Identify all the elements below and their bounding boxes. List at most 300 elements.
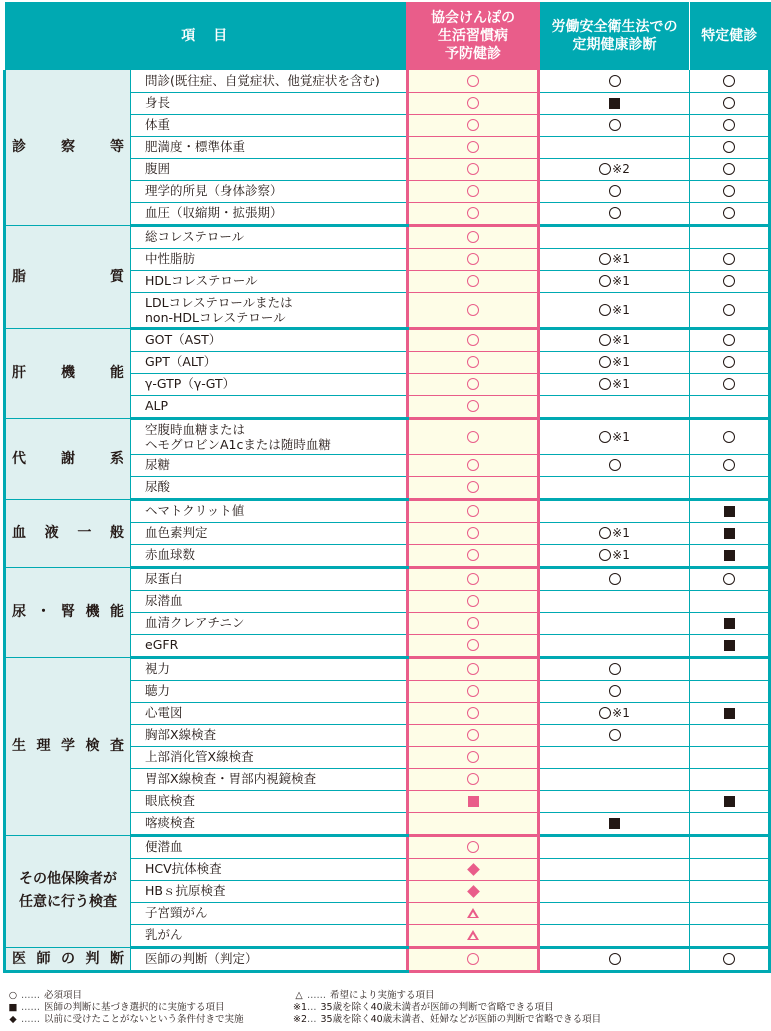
item-cell [131, 248, 408, 270]
square-icon [609, 98, 620, 109]
circle-icon [723, 275, 735, 287]
category-label-line: その他保険者が [19, 871, 117, 887]
roudou-cell [539, 499, 690, 522]
tokutei-cell [690, 702, 770, 724]
roudou-cell [539, 136, 690, 158]
category-cell [5, 418, 131, 499]
item-label: 喀痰検査 [145, 815, 196, 830]
circle-icon [467, 185, 479, 197]
roudou-cell [539, 590, 690, 612]
item-label: 眼底検査 [145, 793, 196, 808]
circle-icon [467, 431, 479, 443]
kyokai-cell [408, 702, 539, 724]
circle-icon [599, 707, 611, 719]
header-kyokai-line: 予防健診 [445, 46, 501, 62]
item-label: 血色素判定 [145, 525, 208, 540]
category-label [12, 739, 124, 753]
kyokai-cell [408, 180, 539, 202]
header-item: 項 目 [5, 2, 408, 70]
legend-leader-dots: …… [307, 990, 326, 1001]
item-label: LDLコレステロールまたは [145, 294, 293, 310]
category-char: 腎 [61, 604, 75, 620]
item-cell [131, 790, 408, 812]
item-label-line2: non-HDLコレステロール [145, 309, 286, 325]
item-cell [131, 499, 408, 522]
circle-icon [599, 431, 611, 443]
kyokai-cell [408, 858, 539, 880]
item-label: 中性脂肪 [145, 251, 196, 266]
item-label: 空腹時血糖または [145, 421, 246, 437]
category-char: 能 [110, 604, 124, 620]
circle-icon [467, 304, 479, 316]
kyokai-cell [408, 136, 539, 158]
circle-icon [599, 163, 611, 175]
legend-item [293, 990, 601, 1002]
kyokai-cell [408, 612, 539, 634]
tokutei-cell [690, 835, 770, 858]
roudou-cell [539, 248, 690, 270]
category-char: 一 [77, 525, 92, 541]
square-icon [468, 796, 479, 807]
category-label [12, 270, 124, 284]
circle-icon [723, 431, 735, 443]
circle-icon [609, 663, 621, 675]
legend-leader-dots: …… [21, 990, 40, 1001]
roudou-cell [539, 812, 690, 835]
legend-text: 希望により実施する項目 [330, 990, 435, 1001]
roudou-cell [539, 180, 690, 202]
category-char: 理 [36, 738, 51, 754]
legend-item [7, 1014, 244, 1026]
category-label [12, 526, 124, 540]
legend-symbol-icon: △ [295, 990, 303, 1001]
circle-icon [467, 97, 479, 109]
item-cell [131, 924, 408, 947]
item-cell [131, 835, 408, 858]
footnote-ref: ※2 [612, 162, 630, 176]
item-label-line2: ヘモグロビンA1cまたは随時血糖 [145, 436, 331, 452]
category-char: ・ [36, 604, 51, 620]
item-label: HDLコレステロール [145, 273, 258, 288]
square-icon [724, 528, 735, 539]
item-label: GPT（ALT） [145, 354, 217, 369]
circle-icon [467, 595, 479, 607]
item-cell [131, 373, 408, 395]
roudou-cell [539, 702, 690, 724]
legend-symbol-icon: ◆ [9, 1014, 17, 1025]
category-char: 脂 [12, 268, 26, 285]
category-label [12, 452, 124, 466]
tokutei-cell [690, 92, 770, 114]
roudou-cell [539, 225, 690, 248]
square-icon [724, 618, 735, 629]
category-char: 能 [110, 365, 124, 381]
circle-icon [723, 119, 735, 131]
category-char: 液 [44, 525, 59, 541]
roudou-cell [539, 657, 690, 680]
item-cell [131, 812, 408, 835]
kyokai-cell [408, 270, 539, 292]
tokutei-cell [690, 590, 770, 612]
tokutei-cell [690, 418, 770, 454]
circle-icon [599, 378, 611, 390]
circle-icon [723, 378, 735, 390]
circle-icon [723, 207, 735, 219]
legend-symbol-icon: ■ [8, 1002, 18, 1013]
item-cell [131, 858, 408, 880]
legend-item [293, 1002, 601, 1014]
category-label [12, 366, 124, 380]
tokutei-cell [690, 114, 770, 136]
roudou-cell [539, 680, 690, 702]
circle-icon [467, 334, 479, 346]
item-cell [131, 702, 408, 724]
circle-icon [467, 841, 479, 853]
category-char: 医 [12, 950, 26, 967]
square-icon [724, 796, 735, 807]
item-label: 子宮頸がん [145, 905, 208, 920]
item-cell [131, 158, 408, 180]
circle-icon [609, 953, 621, 965]
tokutei-cell [690, 328, 770, 351]
kyokai-cell [408, 395, 539, 418]
item-label: 乳がん [145, 927, 183, 942]
item-cell [131, 880, 408, 902]
circle-icon [467, 75, 479, 87]
circle-icon [599, 527, 611, 539]
circle-icon [723, 253, 735, 265]
tokutei-cell [690, 248, 770, 270]
circle-icon [599, 253, 611, 265]
item-cell [131, 724, 408, 746]
footnote-ref: ※1 [612, 355, 630, 369]
roudou-cell [539, 880, 690, 902]
kyokai-cell [408, 248, 539, 270]
kyokai-cell [408, 476, 539, 499]
roudou-cell [539, 835, 690, 858]
category-char: 等 [110, 139, 124, 156]
category-char: 肝 [12, 365, 26, 381]
roudou-cell [539, 292, 690, 328]
item-label: 胸部X線検査 [145, 727, 217, 742]
circle-icon [723, 141, 735, 153]
square-icon [724, 640, 735, 651]
kyokai-cell [408, 418, 539, 454]
category-char: 機 [61, 365, 75, 381]
roudou-cell [539, 947, 690, 971]
header-roudou-line: 定期健康診断 [572, 37, 657, 53]
tokutei-cell [690, 902, 770, 924]
circle-icon [609, 685, 621, 697]
tokutei-cell [690, 454, 770, 476]
roudou-cell [539, 858, 690, 880]
circle-icon [723, 97, 735, 109]
footnote-ref: ※1 [612, 252, 630, 266]
circle-icon [609, 207, 621, 219]
kyokai-cell [408, 590, 539, 612]
table-row [5, 225, 770, 248]
category-cell [5, 835, 131, 947]
kyokai-cell [408, 373, 539, 395]
item-cell [131, 395, 408, 418]
circle-icon [599, 356, 611, 368]
item-cell [131, 590, 408, 612]
roudou-cell [539, 328, 690, 351]
table-row [5, 657, 770, 680]
item-cell [131, 351, 408, 373]
kyokai-cell [408, 499, 539, 522]
tokutei-cell [690, 499, 770, 522]
kyokai-cell [408, 225, 539, 248]
circle-icon [467, 527, 479, 539]
category-cell [5, 499, 131, 567]
item-label: 肥満度・標準体重 [145, 139, 246, 154]
header-kyokai-line: 生活習慣病 [438, 28, 508, 44]
legend-right-column [293, 990, 601, 1026]
kyokai-cell [408, 328, 539, 351]
square-icon [724, 708, 735, 719]
roudou-cell [539, 202, 690, 225]
roudou-cell [539, 634, 690, 657]
category-label [12, 952, 124, 966]
tokutei-cell [690, 373, 770, 395]
legend-leader-dots: …… [21, 1014, 40, 1025]
circle-icon [723, 953, 735, 965]
circle-icon [467, 356, 479, 368]
roudou-cell [539, 395, 690, 418]
category-char: 師 [36, 950, 51, 967]
item-label: HBｓ抗原検査 [145, 883, 226, 898]
roudou-cell [539, 454, 690, 476]
header-roudou-anzen [539, 2, 690, 70]
header-kyokai-line: 協会けんぽの [431, 10, 515, 26]
tokutei-cell [690, 947, 770, 971]
kyokai-cell [408, 92, 539, 114]
circle-icon [609, 119, 621, 131]
roudou-cell [539, 790, 690, 812]
item-cell [131, 328, 408, 351]
roudou-cell [539, 70, 690, 92]
item-cell [131, 947, 408, 971]
kyokai-cell [408, 924, 539, 947]
item-cell [131, 680, 408, 702]
item-label: 身長 [145, 95, 171, 110]
roudou-cell [539, 351, 690, 373]
footnote-ref: ※1 [612, 429, 630, 444]
circle-icon [467, 400, 479, 412]
circle-icon [467, 231, 479, 243]
item-label: 医師の判断（判定） [145, 951, 258, 966]
circle-icon [467, 119, 479, 131]
category-char: 断 [110, 950, 124, 967]
category-cell [5, 70, 131, 225]
diamond-icon [467, 885, 480, 898]
square-icon [724, 506, 735, 517]
roudou-cell [539, 924, 690, 947]
footnote-ref: ※1 [612, 706, 630, 720]
legend-text: 35歳を除く40歳未満者が医師の判断で省略できる項目 [320, 1002, 554, 1013]
circle-icon [467, 573, 479, 585]
tokutei-cell [690, 522, 770, 544]
item-label: 腹囲 [145, 161, 171, 176]
category-cell [5, 567, 131, 657]
roudou-cell [539, 476, 690, 499]
roudou-cell [539, 544, 690, 567]
kyokai-cell [408, 351, 539, 373]
roudou-cell [539, 902, 690, 924]
circle-icon [723, 185, 735, 197]
table-row [5, 418, 770, 454]
circle-icon [467, 141, 479, 153]
tokutei-cell [690, 395, 770, 418]
table-body [5, 70, 770, 971]
item-cell [131, 657, 408, 680]
footnote-ref: ※1 [612, 526, 630, 540]
tokutei-cell [690, 202, 770, 225]
item-label: 問診(既往症、自覚症状、他覚症状を含む) [145, 72, 380, 88]
item-label: 尿糖 [145, 457, 171, 472]
circle-icon [467, 459, 479, 471]
circle-icon [467, 685, 479, 697]
circle-icon [467, 773, 479, 785]
circle-icon [467, 639, 479, 651]
circle-icon [467, 707, 479, 719]
kyokai-cell [408, 947, 539, 971]
triangle-icon [467, 930, 479, 940]
category-char: 質 [110, 268, 124, 285]
tokutei-cell [690, 351, 770, 373]
kyokai-cell [408, 724, 539, 746]
category-char: の [61, 950, 75, 967]
table-header-row [5, 2, 770, 70]
legend-symbol-icon: ※1 [293, 1002, 308, 1013]
item-cell [131, 902, 408, 924]
category-char: 謝 [61, 450, 75, 467]
item-cell [131, 270, 408, 292]
kyokai-cell [408, 544, 539, 567]
circle-icon [723, 304, 735, 316]
kyokai-cell [408, 158, 539, 180]
circle-icon [599, 304, 611, 316]
legend-text: 35歳を除く40歳未満者、妊婦などが医師の判断で省略できる項目 [320, 1014, 602, 1025]
item-cell [131, 202, 408, 225]
tokutei-cell [690, 634, 770, 657]
legend-symbol-icon: ※2 [293, 1014, 308, 1025]
item-label: 血清クレアチニン [145, 615, 245, 630]
item-label: 便潜血 [145, 839, 183, 854]
item-cell [131, 454, 408, 476]
circle-icon [723, 334, 735, 346]
kyokai-cell [408, 567, 539, 590]
item-label: 上部消化管X線検査 [145, 749, 254, 764]
circle-icon [609, 459, 621, 471]
category-char: 系 [110, 450, 124, 467]
kyokai-cell [408, 292, 539, 328]
circle-icon [467, 378, 479, 390]
tokutei-cell [690, 70, 770, 92]
tokutei-cell [690, 158, 770, 180]
item-label: 聴力 [145, 683, 171, 698]
item-cell [131, 114, 408, 136]
item-cell [131, 612, 408, 634]
item-label: 心電図 [145, 705, 183, 720]
category-char: 機 [85, 604, 100, 620]
tokutei-cell [690, 476, 770, 499]
table-row [5, 835, 770, 858]
roudou-cell [539, 418, 690, 454]
category-char: 判 [85, 950, 100, 967]
tokutei-cell [690, 768, 770, 790]
item-label: 尿蛋白 [145, 571, 183, 586]
category-cell [5, 657, 131, 835]
item-cell [131, 567, 408, 590]
tokutei-cell [690, 812, 770, 835]
square-icon [609, 818, 620, 829]
tokutei-cell [690, 790, 770, 812]
tokutei-cell [690, 544, 770, 567]
roudou-cell [539, 724, 690, 746]
tokutei-cell [690, 292, 770, 328]
item-label: 理学的所見（身体診察） [145, 183, 283, 198]
roudou-cell [539, 158, 690, 180]
circle-icon [723, 163, 735, 175]
item-label: 胃部X線検査・胃部内視鏡検査 [145, 771, 317, 786]
legend-item [7, 1002, 244, 1014]
circle-icon [467, 275, 479, 287]
roudou-cell [539, 114, 690, 136]
category-cell [5, 947, 131, 971]
item-label: HCV抗体検査 [145, 861, 222, 876]
circle-icon [467, 729, 479, 741]
legend-leader-dots: … [307, 1002, 317, 1013]
item-cell [131, 292, 408, 328]
legend-symbol-icon: ○ [8, 990, 18, 1001]
item-cell [131, 136, 408, 158]
roudou-cell [539, 373, 690, 395]
tokutei-cell [690, 270, 770, 292]
kyokai-cell [408, 634, 539, 657]
item-cell [131, 634, 408, 657]
footnote-ref: ※1 [612, 333, 630, 347]
circle-icon [467, 953, 479, 965]
item-label: 視力 [145, 661, 171, 676]
table-row [5, 947, 770, 971]
circle-icon [723, 573, 735, 585]
item-cell [131, 522, 408, 544]
category-cell [5, 225, 131, 328]
footnote-ref: ※1 [612, 377, 630, 391]
legend-leader-dots: … [307, 1014, 317, 1025]
kyokai-cell [408, 657, 539, 680]
table-row [5, 328, 770, 351]
roudou-cell [539, 270, 690, 292]
circle-icon [467, 663, 479, 675]
tokutei-cell [690, 180, 770, 202]
kyokai-cell [408, 522, 539, 544]
footnote-ref: ※1 [612, 548, 630, 562]
category-char: 生 [12, 738, 26, 754]
tokutei-cell [690, 657, 770, 680]
legend-left-column [7, 990, 244, 1026]
circle-icon [467, 549, 479, 561]
item-cell [131, 92, 408, 114]
item-label: ヘマトクリット値 [145, 503, 245, 518]
legend-text: 医師の判断に基づき選択的に実施する項目 [44, 1002, 225, 1013]
kyokai-cell [408, 812, 539, 835]
circle-icon [467, 751, 479, 763]
roudou-cell [539, 92, 690, 114]
item-label: ALP [145, 398, 169, 413]
